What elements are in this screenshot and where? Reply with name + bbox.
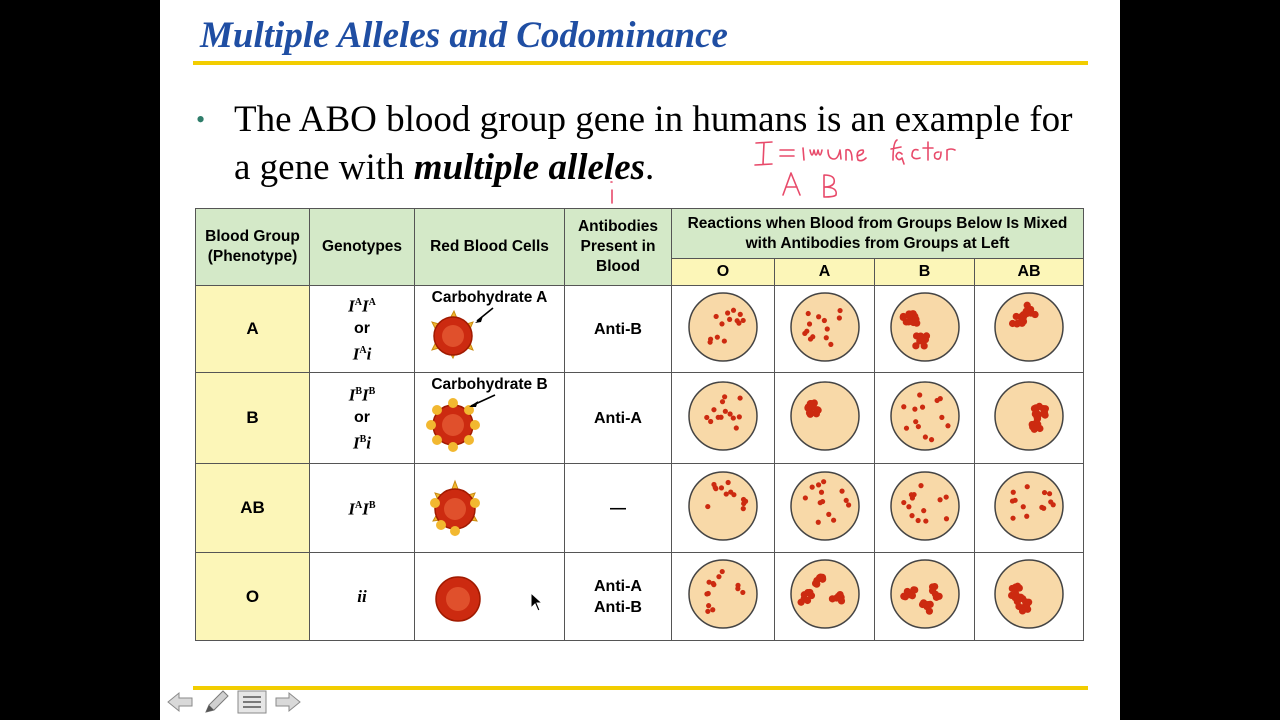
reaction-cell <box>975 464 1084 553</box>
phenotype-cell: O <box>196 553 310 641</box>
genotype-cell: ii <box>310 553 415 641</box>
reaction-plate-icon <box>991 556 1067 632</box>
reaction-cell <box>975 373 1084 464</box>
genotype-cell <box>310 464 415 553</box>
reaction-cell <box>875 286 975 373</box>
genotype-cell <box>310 286 415 373</box>
slide <box>160 0 1120 720</box>
reaction-col-b: B <box>875 259 975 286</box>
reaction-plate-icon <box>991 468 1067 544</box>
back-button[interactable] <box>165 688 195 716</box>
reaction-plate-icon <box>887 289 963 365</box>
red-cell-type-ab-icon <box>415 465 565 551</box>
bullet-emphasis: multiple alleles <box>413 147 646 188</box>
pen-button[interactable] <box>201 688 231 716</box>
table-row <box>196 553 1084 641</box>
genotype-heterozygous: $I^Bi$ <box>352 433 372 453</box>
genotype-homozygous: $I^BI^B$ <box>348 386 376 405</box>
reaction-plate-icon <box>887 468 963 544</box>
reaction-cell <box>672 553 775 641</box>
reaction-plate-icon <box>787 556 863 632</box>
reaction-col-ab: AB <box>975 259 1084 286</box>
carbohydrate-label: Carbohydrate B <box>431 376 548 393</box>
forward-button[interactable] <box>273 688 303 716</box>
reaction-cell <box>672 373 775 464</box>
blood-group-table <box>195 208 1084 641</box>
rbc-cell <box>415 464 565 553</box>
reaction-cell <box>875 553 975 641</box>
reaction-cell <box>875 373 975 464</box>
reaction-plate-icon <box>685 468 761 544</box>
reaction-plate-icon <box>685 556 761 632</box>
bullet-text-start: The ABO blood group gene in humans is an example for a gene with <box>234 99 1073 188</box>
header-reactions: Reactions when Blood from Groups Below Is Mixed with Antibodies from Groups at Left <box>672 209 1084 259</box>
reaction-cell <box>672 286 775 373</box>
header-red-blood-cells: Red Blood Cells <box>415 209 565 286</box>
phenotype-cell: B <box>196 373 310 464</box>
carbohydrate-label: Carbohydrate A <box>431 289 548 306</box>
antibody-anti-b: Anti-B <box>594 598 642 616</box>
reaction-plate-icon <box>991 378 1067 454</box>
reaction-plate-icon <box>991 289 1067 365</box>
table-row <box>196 286 1084 373</box>
slide-navigation <box>165 688 303 716</box>
bullet-text-end: . <box>645 147 655 188</box>
mouse-cursor-icon <box>530 592 544 612</box>
menu-icon <box>237 690 267 714</box>
reaction-plate-icon <box>787 468 863 544</box>
or-label: or <box>354 320 370 337</box>
header-genotypes: Genotypes <box>310 209 415 286</box>
reaction-plate-icon <box>685 289 761 365</box>
genotype-homozygous: $I^AI^A$ <box>348 297 376 316</box>
menu-button[interactable] <box>237 688 267 716</box>
reaction-cell <box>775 373 875 464</box>
genotype-cell <box>310 373 415 464</box>
reaction-cell <box>775 553 875 641</box>
table-row <box>196 464 1084 553</box>
reaction-cell <box>775 286 875 373</box>
title-rule <box>193 61 1088 65</box>
pen-icon <box>202 689 230 715</box>
reaction-col-a: A <box>775 259 875 286</box>
bullet-dot-icon: • <box>196 105 206 134</box>
genotype-heterozygous: $I^Ai$ <box>352 344 372 364</box>
or-label: or <box>354 409 370 426</box>
antibodies-cell <box>565 553 672 641</box>
reaction-col-o: O <box>672 259 775 286</box>
antibodies-cell: — <box>565 464 672 553</box>
antibody-anti-a: Anti-A <box>594 577 642 595</box>
phenotype-cell: A <box>196 286 310 373</box>
header-antibodies: Antibodies Present in Blood <box>565 209 672 286</box>
reaction-cell <box>775 464 875 553</box>
reaction-cell <box>875 464 975 553</box>
reaction-cell <box>975 286 1084 373</box>
reaction-plate-icon <box>887 378 963 454</box>
slide-title: Multiple Alleles and Codominance <box>200 15 728 56</box>
header-blood-group: Blood Group (Phenotype) <box>196 209 310 286</box>
rbc-cell <box>415 286 565 373</box>
reaction-plate-icon <box>887 556 963 632</box>
genotype-codominant: $I^AI^B$ <box>348 499 376 519</box>
table-row <box>196 373 1084 464</box>
phenotype-cell: AB <box>196 464 310 553</box>
reaction-cell <box>672 464 775 553</box>
reaction-plate-icon <box>787 378 863 454</box>
rbc-cell <box>415 373 565 464</box>
footer-rule <box>193 686 1088 690</box>
antibodies-cell: Anti-B <box>565 286 672 373</box>
bullet-text <box>234 96 1094 192</box>
reaction-plate-icon <box>787 289 863 365</box>
back-arrow-icon <box>166 690 194 714</box>
reaction-plate-icon <box>685 378 761 454</box>
reaction-cell <box>975 553 1084 641</box>
antibodies-cell: Anti-A <box>565 373 672 464</box>
forward-arrow-icon <box>274 690 302 714</box>
